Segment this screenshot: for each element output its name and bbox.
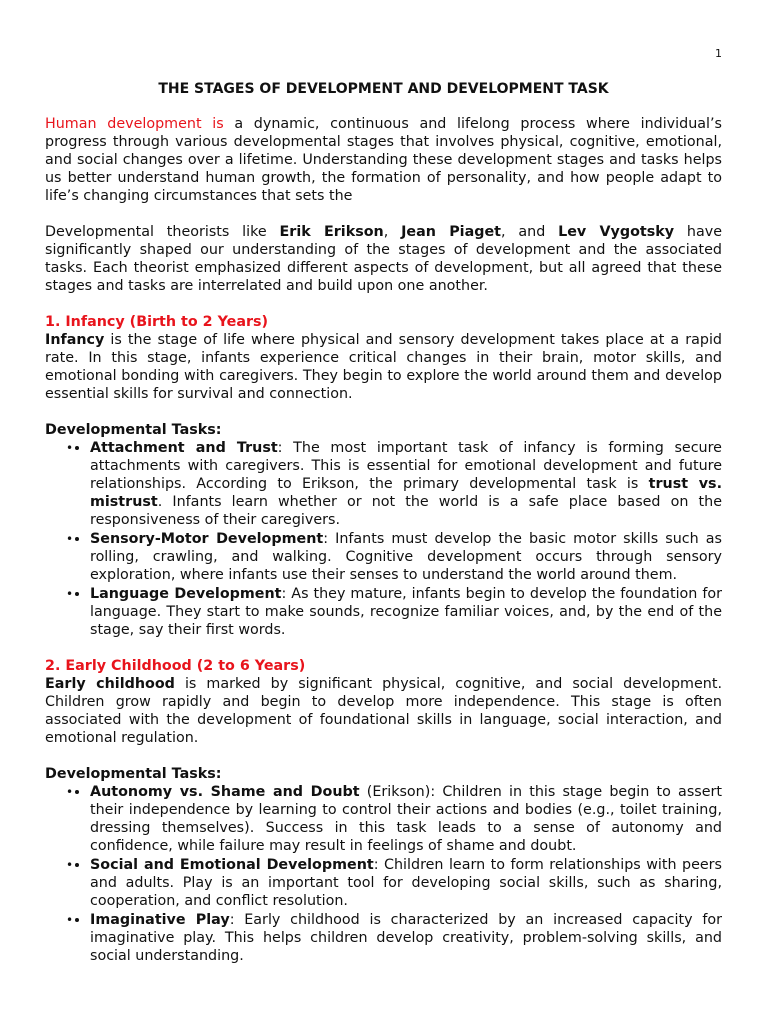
- task-term: Language Development: [90, 586, 282, 602]
- tasks-heading: Developmental Tasks:: [45, 766, 222, 782]
- task-term: Autonomy vs. Shame and Doubt: [90, 784, 360, 800]
- section-intro-text: is marked by significant physical, cognitive, and social development. Children grow rapidly and begin to develop more independence. This stage is often associated with the development of foundational skills in language, social interaction, and emotional regulation.: [45, 676, 722, 746]
- task-text: : Early childhood is characterized by an increased capacity for imaginative play. This helps children develop creativity, problem-solving skills, and social understanding.: [90, 912, 722, 964]
- task-term: Imaginative Play: [90, 912, 230, 928]
- list-item: [90, 911, 722, 965]
- section-heading: 1. Infancy (Birth to 2 Years): [45, 314, 269, 330]
- section-intro-term: Early childhood: [45, 676, 175, 692]
- list-item: [90, 439, 722, 529]
- intro-lead-verb: is: [201, 116, 224, 132]
- section-intro-text: is the stage of life where physical and sensory development takes place at a rapid rate. In this stage, infants experience critical changes in their brain, motor skills, and emotional bonding with caregivers. They begin to explore the world around them and develop essential skills for survival and connection.: [45, 332, 722, 402]
- tasks-heading: Developmental Tasks:: [45, 422, 222, 438]
- task-term: Social and Emotional Development: [90, 857, 374, 873]
- section-infancy: [45, 313, 722, 639]
- intro-paragraph: [45, 115, 722, 205]
- theorists-text-after: have significantly shaped our understanding of the stages of development and the associated tasks. Each theorist emphasized different aspects of development, but all agreed that these stages and tasks are interrelated and build upon one another.: [45, 224, 722, 294]
- task-term: trust vs. mistrust: [90, 476, 723, 510]
- list-item: [90, 530, 722, 584]
- theorist-name: Erik Erikson: [279, 224, 384, 240]
- section-heading: 2. Early Childhood (2 to 6 Years): [45, 658, 306, 674]
- theorist-name: Lev Vygotsky: [558, 224, 675, 240]
- page-number: 1: [715, 47, 722, 60]
- task-text: . Infants learn whether or not the world is a safe place based on the responsiveness of their caregivers.: [90, 494, 722, 528]
- tasks-list: [45, 439, 722, 639]
- theorists-separator: , and: [501, 224, 559, 240]
- task-text: : As they mature, infants begin to develop the foundation for language. They start to make sounds, recognize familiar voices, and, by the end of the stage, say their first words.: [90, 586, 723, 638]
- list-item: [90, 783, 722, 855]
- document-title: THE STAGES OF DEVELOPMENT AND DEVELOPMENT TASK: [158, 81, 609, 97]
- task-term: Sensory-Motor Development: [90, 531, 324, 547]
- list-item: [90, 856, 722, 910]
- intro-text: a dynamic, continuous and lifelong process where individual’s progress through various developmental stages that involves physical, cognitive, emotional, and social changes over a lifetime. Understanding these development stages and tasks helps us better understand human growth, the formation of personality, and how people adapt to life’s changing circumstances that sets the: [45, 116, 722, 204]
- task-text: (Erikson): Children in this stage begin to assert their independence by learning to control their actions and bodies (e.g., toilet training, dressing themselves). Success in this task leads to a sense of autonomy and confidence, while failure may result in feelings of shame and doubt.: [90, 784, 722, 854]
- tasks-list: [45, 783, 722, 965]
- task-text: : The most important task of infancy is forming secure attachments with caregivers. This is essential for emotional development and future relationships. According to Erikson, the primary developmental task is: [90, 440, 722, 492]
- theorists-text-before: Developmental theorists like: [45, 224, 280, 240]
- intro-lead-term: Human development: [45, 116, 202, 132]
- section-early-childhood: [45, 657, 722, 965]
- section-intro: [45, 675, 722, 747]
- task-text: : Infants must develop the basic motor skills such as rolling, crawling, and walking. Cognitive development occurs through sensory exploration, where infants use their senses to understand the world around them.: [90, 531, 723, 583]
- task-text: : Children learn to form relationships with peers and adults. Play is an important tool for developing social skills, such as sharing, cooperation, and conflict resolution.: [90, 857, 722, 909]
- theorists-separator: ,: [383, 224, 402, 240]
- list-item: [90, 585, 722, 639]
- theorists-paragraph: [45, 223, 722, 295]
- section-intro: [45, 331, 722, 403]
- theorist-name: Jean Piaget: [401, 224, 501, 240]
- task-term: Attachment and Trust: [90, 440, 278, 456]
- document-body: [45, 80, 722, 983]
- section-intro-term: Infancy: [45, 332, 105, 348]
